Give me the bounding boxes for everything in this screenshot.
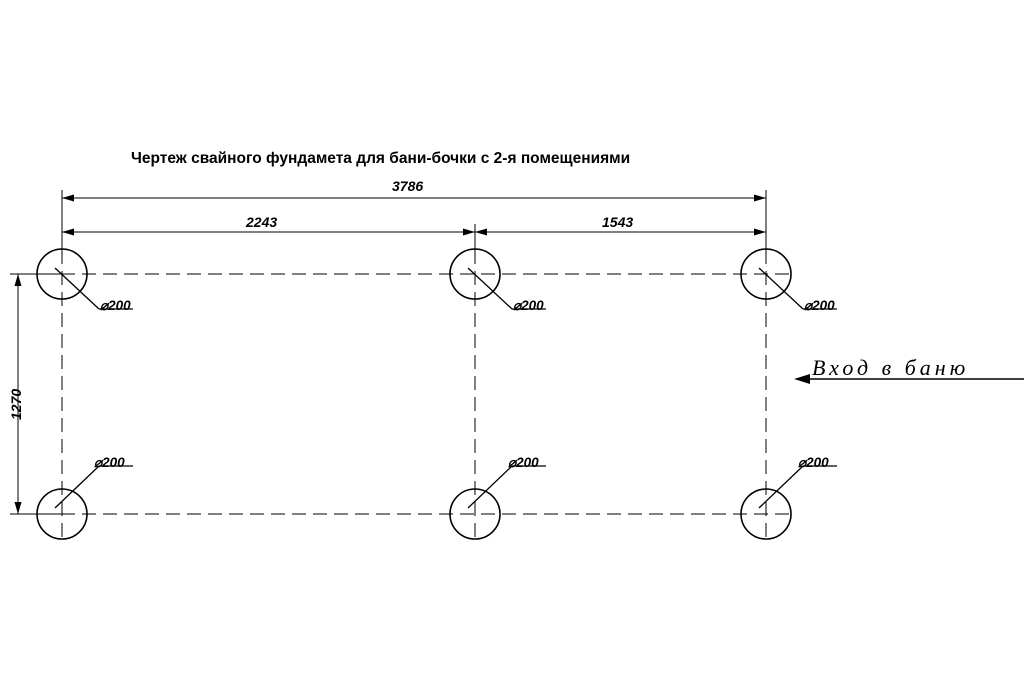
dimension-label-overall-width: 3786 <box>392 178 424 194</box>
entrance-label: Вход в баню <box>812 355 970 380</box>
drawing-title: Чертеж свайного фундамета для бани-бочки с 2-я помещениями <box>131 150 631 167</box>
dimension-overall-width <box>62 190 766 250</box>
dimension-spans <box>62 224 766 258</box>
pile-label-top-middle: ⌀200 <box>513 298 544 313</box>
pile-label-bottom-middle: ⌀200 <box>508 455 539 470</box>
pile-label-top-left: ⌀200 <box>100 298 131 313</box>
pile-leaders <box>55 268 837 508</box>
pile-group <box>37 249 791 539</box>
dimension-label-left-span: 2243 <box>246 214 278 230</box>
axis-lines <box>40 250 790 540</box>
dimension-label-depth: 1270 <box>8 388 24 420</box>
pile-label-bottom-right: ⌀200 <box>798 455 829 470</box>
dimension-label-right-span: 1543 <box>602 214 634 230</box>
pile-label-bottom-left: ⌀200 <box>94 455 125 470</box>
pile-label-top-right: ⌀200 <box>804 298 835 313</box>
